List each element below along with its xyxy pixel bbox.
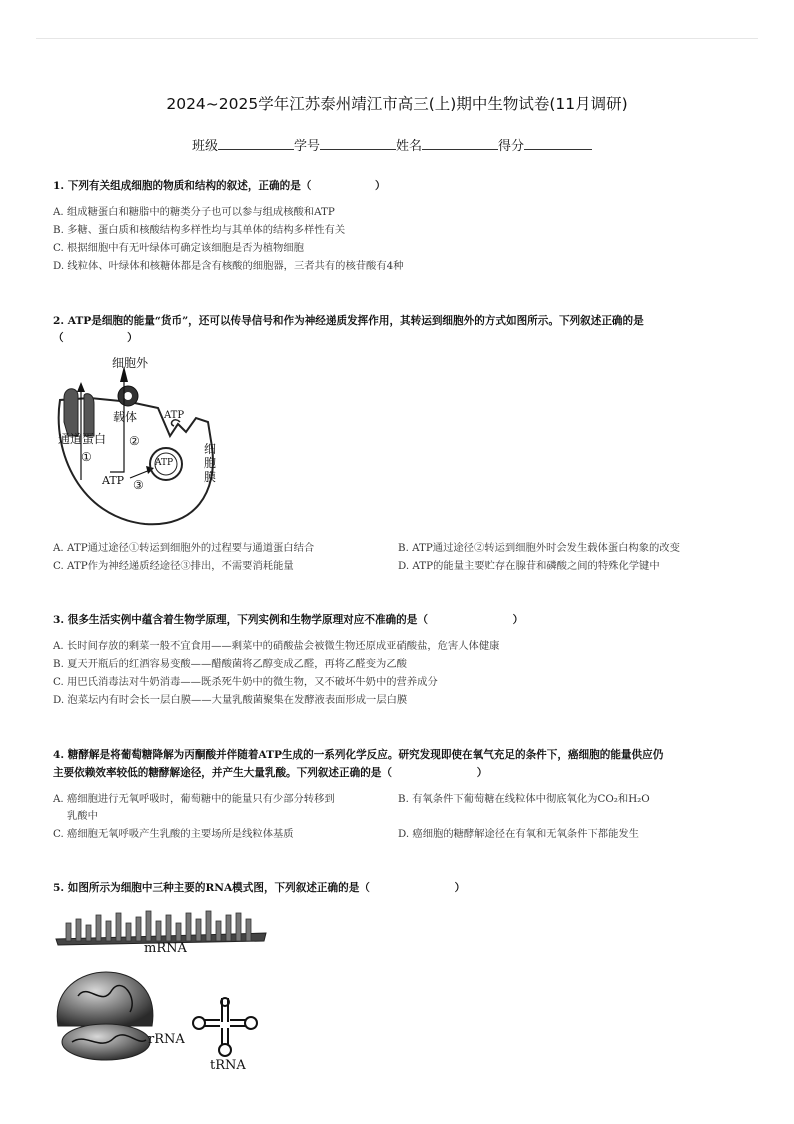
carrier-label: 载体 [113, 410, 138, 424]
atp-label-outside: ATP [164, 410, 185, 421]
q1-option-d: D. 线粒体、叶绿体和核糖体都是含有核酸的细胞器，三者共有的核苷酸有4种 [53, 260, 404, 272]
q3-option-d: D. 泡菜坛内有时会长一层白膜——大量乳酸菌聚集在发酵液表面形成一层白膜 [53, 694, 408, 706]
page-title: 2024~2025学年江苏泰州靖江市高三(上)期中生物试卷(11月调研) [166, 95, 628, 113]
q4-option-c: C. 癌细胞无氧呼吸产生乳酸的主要场所是线粒体基质 [53, 828, 294, 840]
rrna-label: rRNA [148, 1032, 185, 1047]
q2-option-c: C. ATP作为神经递质经途径③排出，不需要消耗能量 [53, 560, 294, 572]
trna-diagram [190, 996, 260, 1058]
q3-option-b: B. 夏天开瓶后的红酒容易变酸——醋酸菌将乙醇变成乙醛，再将乙醛变为乙酸 [53, 658, 407, 670]
score-label: 得分 [498, 139, 525, 154]
ribosome-large-subunit [57, 972, 153, 1026]
q2-option-b: B. ATP通过途径②转运到细胞外时会发生载体蛋白构象的改变 [398, 542, 680, 554]
q4-stem-line2: 主要依赖效率较低的糖酵解途径，并产生大量乳酸。下列叙述正确的是（ ） [53, 767, 488, 779]
mrna-figure [52, 903, 272, 963]
class-blank [218, 136, 294, 150]
number-label: 学号 [294, 139, 321, 154]
q4-stem-line1: 4. 糖酵解是将葡萄糖降解为丙酮酸并伴随着ATP生成的一系列化学反应。研究发现即使在氧气充足的条件下，癌细胞的能量供应仍 [53, 749, 664, 761]
class-label: 班级 [192, 139, 219, 154]
number-blank [320, 136, 396, 150]
atp-transport-figure [50, 352, 230, 532]
q3-option-c: C. 用巴氏消毒法对牛奶消毒——既杀死牛奶中的微生物，又不破坏牛奶中的营养成分 [53, 676, 438, 688]
q1-option-c: C. 根据细胞中有无叶绿体可确定该细胞是否为植物细胞 [53, 242, 304, 254]
q1-option-a: A. 组成糖蛋白和糖脂中的糖类分子也可以参与组成核酸和ATP [53, 206, 335, 218]
q2-option-a: A. ATP通过途径①转运到细胞外的过程要与通道蛋白结合 [53, 542, 315, 554]
channel-protein-left [64, 389, 78, 436]
q3-stem: 3. 很多生活实例中蕴含着生物学原理，下列实例和生物学原理对应不准确的是（ ） [53, 614, 524, 626]
student-info-line [192, 135, 592, 154]
channel-protein-label: 通道蛋白 [58, 432, 107, 446]
rrna-figure [52, 968, 192, 1068]
trna-figure [190, 996, 260, 1076]
path1-arrowhead [77, 382, 85, 392]
q4-option-a-line1: A. 癌细胞进行无氧呼吸时，葡萄糖中的能量只有少部分转移到 [53, 793, 335, 805]
q1-option-b: B. 多糖、蛋白质和核酸结构多样性均与其单体的结构多样性有关 [53, 224, 346, 236]
outside-cell-label: 细胞外 [112, 356, 149, 370]
carrier-pore [124, 392, 132, 400]
path-3-label: ③ [133, 478, 144, 492]
membrane-label: 细 胞 膜 [204, 442, 217, 484]
q1-stem: 1. 下列有关组成细胞的物质和结构的叙述，正确的是（ ） [53, 180, 386, 192]
name-label: 姓名 [396, 139, 423, 154]
atp-label-vesicle: ATP [155, 458, 174, 468]
q2-stem-line2: （ ） [53, 332, 138, 344]
path-1-label: ① [81, 450, 92, 464]
q5-stem: 5. 如图所示为细胞中三种主要的RNA模式图，下列叙述正确的是（ ） [53, 882, 466, 894]
q2-option-d: D. ATP的能量主要贮存在腺苷和磷酸之间的特殊化学键中 [398, 560, 660, 572]
ribosome-diagram [52, 968, 162, 1064]
path-2-label: ② [129, 434, 140, 448]
q4-option-a-line2: 乳酸中 [67, 810, 98, 822]
q4-option-b: B. 有氧条件下葡萄糖在线粒体中彻底氧化为CO₂和H₂O [398, 793, 650, 805]
mrna-label: mRNA [144, 941, 187, 956]
q4-option-d: D. 癌细胞的糖酵解途径在有氧和无氧条件下都能发生 [398, 828, 639, 840]
trna-label: tRNA [210, 1058, 246, 1073]
trna-cloverleaf [193, 998, 257, 1056]
path3-arrow [130, 470, 150, 478]
top-divider [36, 38, 758, 39]
q2-stem-line1: 2. ATP是细胞的能量“货币”，还可以传导信号和作为神经递质发挥作用，其转运到细胞外的方式如图所示。下列叙述正确的是 [53, 315, 644, 327]
name-blank [422, 136, 498, 150]
atp-label-cytoplasm: ATP [102, 474, 125, 487]
q3-option-a: A. 长时间存放的剩菜一般不宜食用——剩菜中的硝酸盐会被微生物还原成亚硝酸盐，危害人体健康 [53, 640, 500, 652]
score-blank [524, 136, 592, 150]
